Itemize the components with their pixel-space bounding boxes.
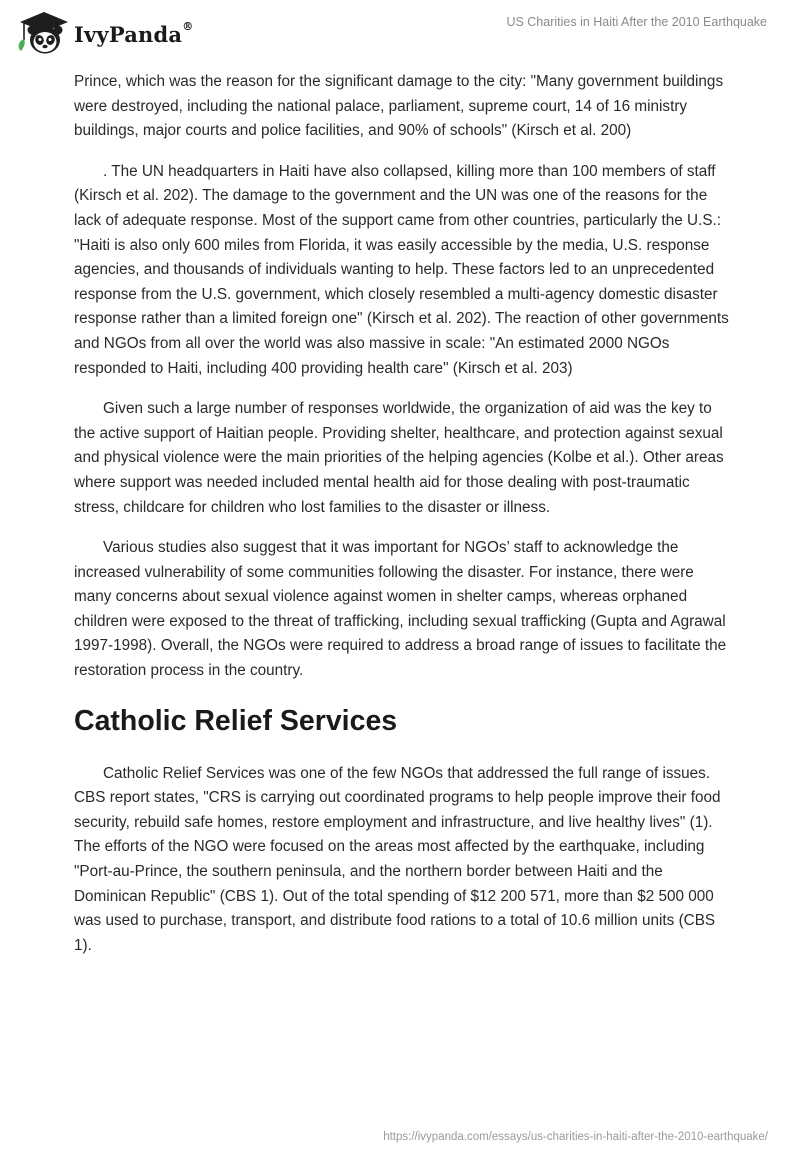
essay-content — [74, 70, 734, 974]
brand-name: IvyPanda® — [74, 19, 194, 47]
page-header — [0, 0, 800, 70]
source-url[interactable]: https://ivypanda.com/essays/us-charities-in-haiti-after-the-2010-earthquake/ — [383, 1131, 768, 1143]
paragraph: . The UN headquarters in Haiti have also collapsed, killing more than 100 members of staff (Kirsch et al. 202). The damage to the government and the UN was one of the reasons for the lack of adequate response. Most of the support came from other countries, particularly the U.S.: "Haiti is also only 600 miles from Florida, it was easily accessible by the media, U.S. response agencies, and thousands of individuals wanting to help. These factors led to an unprecedented response from the U.S. government, which closely resembled a multi-agency domestic disaster response rather than a limited foreign one" (Kirsch et al. 202). The reaction of other governments and NGOs from all over the world was also massive in scale: "An estimated 2000 NGOs responded to Haiti, including 400 providing health care" (Kirsch et al. 203) — [74, 162, 729, 377]
paragraph: Various studies also suggest that it was important for NGOs’ staff to acknowledge the increased vulnerability of some communities following the disaster. For instance, there were many concerns about sexual violence against women in shelter camps, whereas orphaned children were exposed to the threat of trafficking, including sexual trafficking (Gupta and Agrawal 1997-1998). Overall, the NGOs were required to address a broad range of issues to facilitate the restoration process in the country. — [74, 539, 727, 680]
registered-mark: ® — [182, 19, 194, 33]
paragraph: Given such a large number of responses worldwide, the organization of aid was the key to the active support of Haitian people. Providing shelter, healthcare, and protection against sexual and physical violence were the main priorities of the helping agencies (Kolbe et al.). Other areas where support was needed included mental health aid for those dealing with post-traumatic stress, childcare for children who lost families to the disaster or illness. — [74, 400, 724, 516]
document-title: US Charities in Haiti After the 2010 Earthquake — [506, 15, 767, 29]
panda-graduate-icon — [14, 8, 70, 58]
paragraph: Catholic Relief Services was one of the few NGOs that addressed the full range of issues. CBS report states, "CRS is carrying out coordinated programs to help people improve their food security, rebuild safe homes, restore employment and infrastructure, and live healthy lives" (1). The efforts of the NGO were focused on the areas most affected by the earthquake, including "Port-au-Prince, the southern peninsula, and the northern border between Haiti and the Dominican Republic" (CBS 1). Out of the total spending of $12 200 571, more than $2 500 000 was used to purchase, transport, and distribute food rations to a total of 10.6 million units (CBS 1). — [74, 764, 721, 954]
ivypanda-logo[interactable] — [14, 8, 193, 58]
paragraph-continuation: Prince, which was the reason for the significant damage to the city: "Many government buildings were destroyed, including the national palace, parliament, supreme court, 14 of 16 ministry buildings, major courts and police facilities, and 90% of schools" (Kirsch et al. 200) — [74, 73, 724, 140]
section-heading: Catholic Relief Services — [74, 704, 398, 737]
